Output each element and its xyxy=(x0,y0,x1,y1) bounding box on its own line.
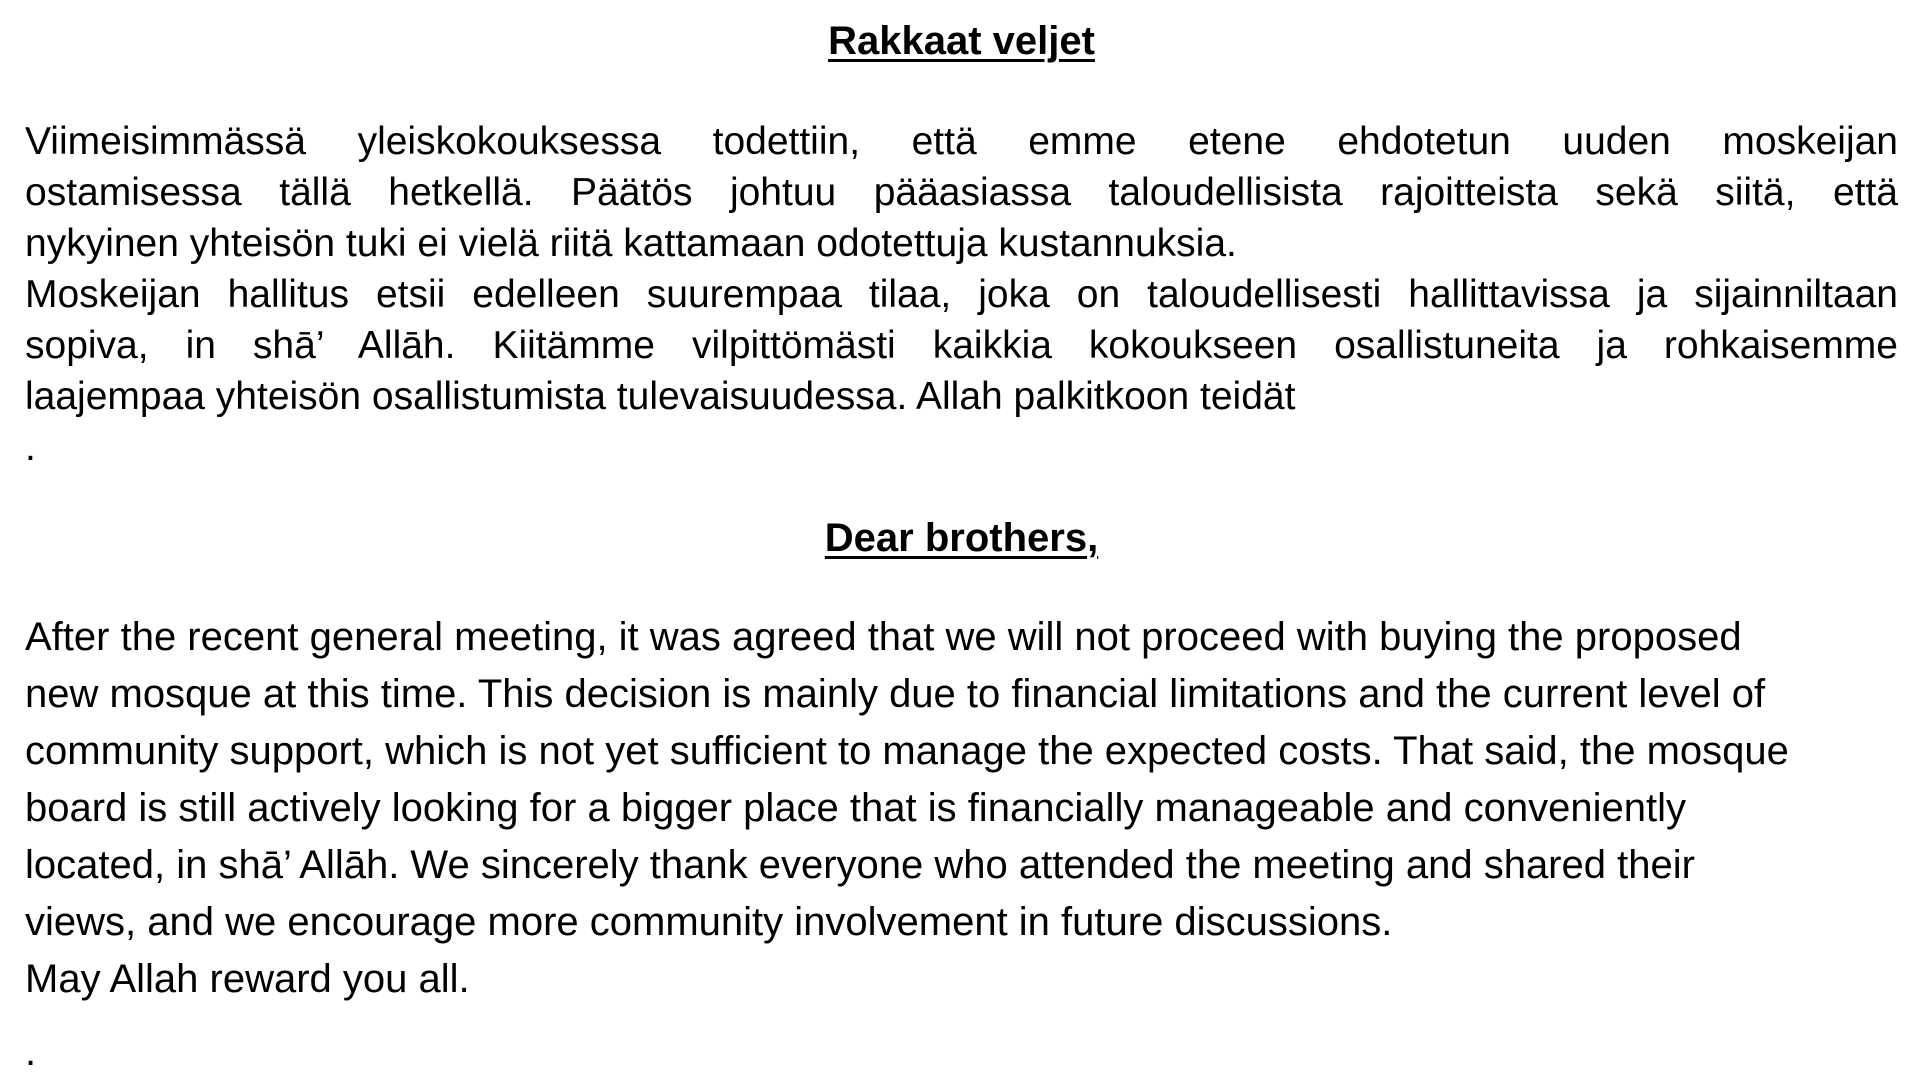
english-section-title: Dear brothers, xyxy=(824,516,1099,560)
english-paragraph-line: new mosque at this time. This decision is mainly due to financial limitations and the current level of xyxy=(25,672,1766,716)
english-paragraph-line: located, in shā’ Allāh. We sincerely thank everyone who attended the meeting and shared their xyxy=(25,843,1695,887)
finnish-paragraph-line: Viimeisimmässä yleiskokouksessa todettiin, että emme etene ehdotetun uuden moskeijan xyxy=(25,120,1898,163)
finnish-paragraph-line: ostamisessa tällä hetkellä. Päätös johtuu pääasiassa taloudellisista rajoitteista sekä siitä, että xyxy=(25,171,1898,214)
finnish-paragraph-line: sopiva, in shā’ Allāh. Kiitämme vilpittömästi kaikkia kokoukseen osallistuneita ja rohkaisemme xyxy=(25,324,1898,367)
english-paragraph-line: views, and we encourage more community involvement in future discussions. xyxy=(25,900,1393,944)
finnish-paragraph xyxy=(25,116,1898,422)
finnish-trailing-period: . xyxy=(25,426,36,469)
english-paragraph-line: After the recent general meeting, it was agreed that we will not proceed with buying the proposed xyxy=(25,615,1742,659)
finnish-paragraph-line: nykyinen yhteisön tuki ei vielä riitä kattamaan odotettuja kustannuksia. xyxy=(25,222,1237,265)
english-paragraph-line: board is still actively looking for a bigger place that is financially manageable and conveniently xyxy=(25,786,1686,830)
english-closing-line: May Allah reward you all. xyxy=(25,957,470,1001)
english-paragraph-line: community support, which is not yet sufficient to manage the expected costs. That said, the mosque xyxy=(25,729,1789,773)
english-trailing-period: . xyxy=(25,1030,37,1074)
finnish-section-title: Rakkaat veljet xyxy=(828,19,1095,63)
finnish-paragraph-line: laajempaa yhteisön osallistumista tulevaisuudessa. Allah palkitkoon teidät xyxy=(25,375,1296,418)
english-paragraph xyxy=(25,609,1898,1008)
finnish-paragraph-line: Moskeijan hallitus etsii edelleen suurempaa tilaa, joka on taloudellisesti hallittavissa ja sijainniltaan xyxy=(25,273,1898,316)
